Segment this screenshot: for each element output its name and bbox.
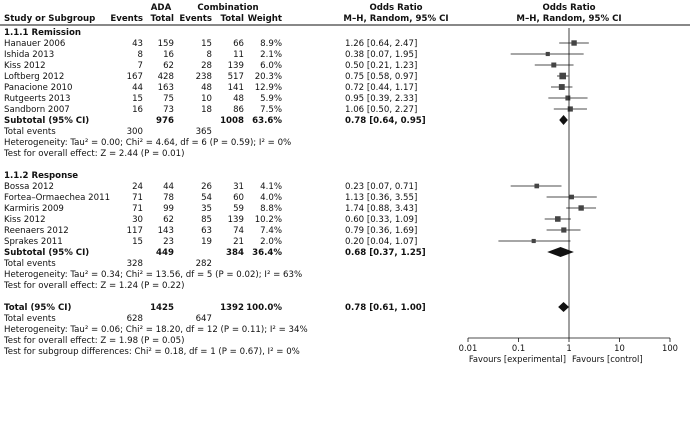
subgroup-2-study-5-total-a: 143: [157, 226, 174, 236]
subgroup-2-study-6-point: [532, 239, 536, 243]
subgroup-1-study-3-ci: 0.50 [0.21, 1.23]: [345, 61, 418, 71]
total-label: Total (95% CI): [4, 303, 72, 313]
subgroup-2-study-3-total-b: 59: [233, 204, 244, 214]
subgroup-1-study-1-total-a: 159: [157, 39, 174, 49]
subgroup-2-study-4-ci: 0.60 [0.33, 1.09]: [345, 215, 418, 225]
subgroup-2-study-4-events-a: 30: [132, 215, 143, 225]
subgroup-1-study-4-weight: 20.3%: [254, 72, 282, 82]
x-tick-label-5: 100: [662, 343, 678, 353]
subgroup-1-study-2-events-b: 8: [206, 50, 212, 60]
subgroup-1-total-events-label: Total events: [4, 127, 56, 137]
header-weight: Weight: [247, 14, 282, 24]
subgroup-1-study-4-ci: 0.75 [0.58, 0.97]: [345, 72, 418, 82]
subgroup-2-subtotal-ci: 0.68 [0.37, 1.25]: [345, 248, 426, 258]
x-tick-label-3: 1: [566, 343, 572, 353]
subgroup-1-study-7-ci: 1.06 [0.50, 2.27]: [345, 105, 418, 115]
subgroup-1-subtotal-diamond: [559, 115, 568, 125]
subgroup-2-study-1-point: [534, 184, 539, 189]
subgroup-2-study-1-events-b: 26: [201, 182, 212, 192]
subgroup-1-study-1-name: Hanauer 2006: [4, 39, 66, 49]
subgroup-1-study-7-events-b: 18: [201, 105, 212, 115]
subgroup-2-total-events-label: Total events: [4, 259, 56, 269]
subgroup-1-study-5-weight: 12.9%: [254, 83, 282, 93]
subgroup-1-study-3-weight: 6.0%: [260, 61, 282, 71]
subgroup-1-total-events-b: 365: [195, 127, 212, 137]
subgroup-1-study-6-point: [565, 96, 570, 101]
subgroup-2-study-2-events-a: 71: [132, 193, 143, 203]
subgroup-1-overall-effect: Test for overall effect: Z = 2.44 (P = 0.01): [4, 149, 185, 159]
subgroup-2-subtotal-total-a: 449: [156, 248, 174, 258]
subgroup-2-study-1-ci: 0.23 [0.07, 0.71]: [345, 182, 418, 192]
subgroup-1-study-6-total-b: 48: [233, 94, 244, 104]
header-group-a: ADA: [150, 3, 172, 13]
subgroup-2-study-5-ci: 0.79 [0.36, 1.69]: [345, 226, 418, 236]
subgroup-1-study-2-weight: 2.1%: [260, 50, 282, 60]
subgroup-2-study-4-total-b: 139: [227, 215, 244, 225]
x-tick-label-2: 0.1: [511, 343, 526, 353]
header-total-a: Total: [150, 14, 174, 24]
total-total-a: 1425: [150, 303, 174, 313]
total-events-label: Total events: [4, 314, 56, 324]
subgroup-2-study-5-total-b: 74: [233, 226, 244, 236]
subgroup-1-study-6-ci: 0.95 [0.39, 2.33]: [345, 94, 418, 104]
subgroup-2-subtotal-total-b: 384: [226, 248, 244, 258]
subgroup-1-study-6-total-a: 75: [163, 94, 174, 104]
subgroup-2-study-2-weight: 4.0%: [260, 193, 282, 203]
subgroup-2-subtotal-weight: 36.4%: [252, 248, 282, 258]
total-ci: 0.78 [0.61, 1.00]: [345, 303, 426, 313]
header-study: Study or Subgroup: [4, 14, 96, 24]
subgroup-1-study-1-weight: 8.9%: [260, 39, 282, 49]
subgroup-1-study-7-point: [568, 106, 573, 111]
subgroup-2-study-5-point: [561, 227, 566, 232]
subgroup-1-heterogeneity: Heterogeneity: Tau² = 0.00; Chi² = 4.64, df = 6 (P = 0.59); I² = 0%: [4, 138, 292, 148]
subgroup-1-study-2-events-a: 8: [137, 50, 143, 60]
favours-right-label: Favours [control]: [572, 354, 643, 364]
subgroup-1-study-5-name: Panacione 2010: [4, 83, 73, 93]
subgroup-1-study-6-name: Rutgeerts 2013: [4, 94, 71, 104]
subgroup-1-study-1-total-b: 66: [233, 39, 244, 49]
header-method-plot: M–H, Random, 95% CI: [516, 14, 622, 24]
subgroup-1-study-3-total-b: 139: [227, 61, 244, 71]
subgroup-2-heterogeneity: Heterogeneity: Tau² = 0.34; Chi² = 13.56, df = 5 (P = 0.02); I² = 63%: [4, 270, 303, 280]
subgroup-1-study-7-events-a: 16: [132, 105, 143, 115]
header-group-b: Combination: [197, 3, 259, 13]
subgroup-2-study-4-point: [555, 216, 561, 222]
subgroup-2-study-5-events-a: 117: [126, 226, 143, 236]
total-events-a: 628: [126, 314, 143, 324]
subgroup-1-study-1-ci: 1.26 [0.64, 2.47]: [345, 39, 418, 49]
x-tick-label-1: 0.01: [458, 343, 478, 353]
subgroup-1-study-4-events-a: 167: [126, 72, 143, 82]
subgroup-1-study-4-events-b: 238: [195, 72, 212, 82]
subgroup-1-title: 1.1.1 Remission: [4, 28, 82, 38]
subgroup-1-study-3-events-b: 28: [201, 61, 212, 71]
subgroup-1-study-1-events-b: 15: [201, 39, 212, 49]
subgroup-1-subtotal-total-a: 976: [156, 116, 174, 126]
subgroup-2-total-events-a: 328: [126, 259, 143, 269]
subgroup-2-study-3-total-a: 99: [163, 204, 174, 214]
subgroup-2-title: 1.1.2 Response: [4, 171, 79, 181]
subgroup-1-study-5-events-b: 48: [201, 83, 212, 93]
subgroup-2-study-1-weight: 4.1%: [260, 182, 282, 192]
subgroup-1-study-6-events-b: 10: [201, 94, 212, 104]
subgroup-2-study-5-weight: 7.4%: [260, 226, 282, 236]
subgroup-2-subtotal-label: Subtotal (95% CI): [4, 248, 90, 258]
subgroup-1-study-6-weight: 5.9%: [260, 94, 282, 104]
subgroup-2-study-4-events-b: 85: [201, 215, 212, 225]
subgroup-2-study-1-events-a: 24: [132, 182, 143, 192]
subgroup-2-study-4-name: Kiss 2012: [4, 215, 46, 225]
subgroup-1-study-2-point: [546, 52, 550, 56]
subgroup-1-study-1-point: [571, 40, 576, 45]
subgroup-2-study-4-weight: 10.2%: [254, 215, 282, 225]
subgroup-2-study-6-events-b: 19: [201, 237, 212, 247]
total-weight: 100.0%: [246, 303, 282, 313]
subgroup-1-study-1-events-a: 43: [132, 39, 143, 49]
subgroup-2-study-3-name: Karmiris 2009: [4, 204, 64, 214]
header-method: M–H, Random, 95% CI: [343, 14, 449, 24]
subgroup-2-study-2-total-b: 60: [233, 193, 244, 203]
x-tick-label-4: 10: [614, 343, 625, 353]
subgroup-2-study-3-point: [578, 205, 583, 210]
subgroup-1-study-3-point: [551, 63, 556, 68]
subgroup-2-study-1-name: Bossa 2012: [4, 182, 54, 192]
subgroup-1-subtotal-ci: 0.78 [0.64, 0.95]: [345, 116, 426, 126]
total-heterogeneity: Heterogeneity: Tau² = 0.06; Chi² = 18.20, df = 12 (P = 0.11); I² = 34%: [4, 325, 308, 335]
subgroup-2-study-6-events-a: 15: [132, 237, 143, 247]
subgroup-2-study-1-total-b: 31: [233, 182, 244, 192]
subgroup-2-study-1-total-a: 44: [163, 182, 174, 192]
subgroup-1-study-7-total-a: 73: [163, 105, 174, 115]
subgroup-2-study-2-name: Fortea–Ormaechea 2011: [4, 193, 111, 203]
total-diamond: [558, 302, 569, 312]
favours-left-label: Favours [experimental]: [468, 354, 566, 364]
subgroup-1-study-3-total-a: 62: [163, 61, 174, 71]
subgroup-2-study-2-point: [569, 195, 574, 200]
subgroup-2-study-3-events-a: 71: [132, 204, 143, 214]
subgroup-1-study-4-point: [559, 73, 566, 80]
subgroup-1-study-7-total-b: 86: [233, 105, 244, 115]
header-odds-ratio-plot: Odds Ratio: [542, 3, 596, 13]
subgroup-2-study-2-ci: 1.13 [0.36, 3.55]: [345, 193, 418, 203]
subgroup-1-study-2-total-b: 11: [233, 50, 244, 60]
subgroup-2-study-6-ci: 0.20 [0.04, 1.07]: [345, 237, 418, 247]
subgroup-1-study-7-weight: 7.5%: [260, 105, 282, 115]
subgroup-2-study-6-total-a: 23: [163, 237, 174, 247]
header-odds-ratio: Odds Ratio: [369, 3, 423, 13]
subgroup-1-study-2-name: Ishida 2013: [4, 50, 55, 60]
subgroup-1-study-4-name: Loftberg 2012: [4, 72, 65, 82]
subgroup-2-study-6-weight: 2.0%: [260, 237, 282, 247]
subgroup-2-study-2-total-a: 78: [163, 193, 174, 203]
subgroup-2-overall-effect: Test for overall effect: Z = 1.24 (P = 0.22): [4, 281, 185, 291]
subgroup-2-study-5-name: Reenaers 2012: [4, 226, 69, 236]
subgroup-1-study-5-point: [559, 84, 565, 90]
subgroup-2-study-4-total-a: 62: [163, 215, 174, 225]
subgroup-2-subtotal-diamond: [547, 247, 574, 257]
subgroup-2-study-2-events-b: 54: [201, 193, 212, 203]
total-events-b: 647: [195, 314, 212, 324]
header-events-a: Events: [110, 14, 143, 24]
subgroup-1-study-2-total-a: 16: [163, 50, 174, 60]
subgroup-1-study-5-total-b: 141: [227, 83, 244, 93]
subgroup-1-subtotal-weight: 63.6%: [252, 116, 282, 126]
subgroup-1-study-7-name: Sandborn 2007: [4, 105, 70, 115]
subgroup-differences: Test for subgroup differences: Chi² = 0.18, df = 1 (P = 0.67), I² = 0%: [4, 347, 300, 357]
header-events-b: Events: [179, 14, 212, 24]
subgroup-1-subtotal-label: Subtotal (95% CI): [4, 116, 90, 126]
subgroup-1-study-2-ci: 0.38 [0.07, 1.95]: [345, 50, 418, 60]
subgroup-2-study-3-events-b: 35: [201, 204, 212, 214]
subgroup-1-total-events-a: 300: [126, 127, 143, 137]
header-total-b: Total: [220, 14, 244, 24]
subgroup-1-study-5-ci: 0.72 [0.44, 1.17]: [345, 83, 418, 93]
subgroup-2-study-6-total-b: 21: [233, 237, 244, 247]
total-total-b: 1392: [220, 303, 244, 313]
subgroup-1-study-5-events-a: 44: [132, 83, 143, 93]
subgroup-1-study-4-total-a: 428: [157, 72, 174, 82]
subgroup-2-study-3-weight: 8.8%: [260, 204, 282, 214]
subgroup-1-subtotal-total-b: 1008: [220, 116, 244, 126]
subgroup-1-study-4-total-b: 517: [227, 72, 244, 82]
subgroup-1-study-3-name: Kiss 2012: [4, 61, 46, 71]
subgroup-2-total-events-b: 282: [195, 259, 212, 269]
total-overall-effect: Test for overall effect: Z = 1.98 (P = 0.05): [4, 336, 185, 346]
subgroup-2-study-5-events-b: 63: [201, 226, 212, 236]
subgroup-1-study-5-total-a: 163: [157, 83, 174, 93]
subgroup-1-study-3-events-a: 7: [137, 61, 143, 71]
subgroup-1-study-6-events-a: 15: [132, 94, 143, 104]
subgroup-2-study-3-ci: 1.74 [0.88, 3.43]: [345, 204, 418, 214]
subgroup-2-study-6-name: Sprakes 2011: [4, 237, 63, 247]
